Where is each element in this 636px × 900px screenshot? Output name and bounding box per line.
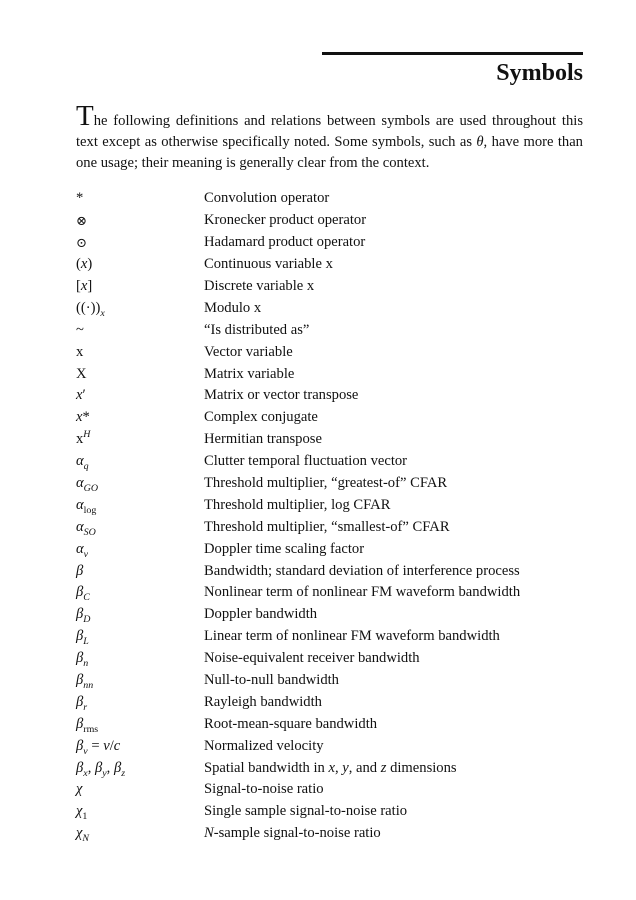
symbol-row-hermitian (76, 429, 586, 451)
symbol-beta-c: $\beta_C$ (76, 584, 90, 604)
symbol-convolution: * (76, 190, 84, 207)
definition-beta-xyz: Spatial bandwidth in x, y, and z dimensions (204, 759, 457, 776)
symbol-row-chi-n (76, 823, 586, 845)
definition-kronecker: Kronecker product operator (204, 212, 367, 229)
symbol-beta-rms: $\beta_{rms}$ (76, 715, 99, 735)
symbol-row-convolution (76, 188, 586, 210)
symbol-chi: χ (76, 781, 83, 798)
definition-alpha-v: Doppler time scaling factor (204, 540, 365, 557)
symbol-beta-nn: $\beta_{nn}$ (76, 672, 94, 691)
definition-matrix: Matrix variable (204, 365, 295, 382)
definition-hadamard: Hadamard product operator (204, 234, 366, 251)
definition-beta-nn: Null-to-null bandwidth (204, 672, 339, 689)
symbol-row-beta-rms (76, 713, 586, 735)
page-title: Symbols (496, 60, 583, 86)
symbol-row-beta-l (76, 626, 586, 648)
symbol-row-matrix (76, 363, 586, 385)
intro-paragraph (76, 100, 583, 174)
symbol-row-modulo (76, 297, 586, 319)
symbol-list (76, 188, 586, 845)
symbol-kronecker: ⊗ (76, 212, 87, 228)
definition-beta-v: Normalized velocity (204, 737, 324, 754)
symbol-row-alpha-go (76, 473, 586, 495)
symbol-beta: β (76, 562, 84, 579)
symbol-chi-1: $\chi_1$ (76, 803, 88, 823)
symbol-row-chi (76, 779, 586, 801)
symbol-row-beta-c (76, 582, 586, 604)
symbol-alpha-v: $\alpha_v$ (76, 540, 89, 560)
symbol-matrix: X (76, 365, 87, 382)
symbol-alpha-log: $\alpha_{log}$ (76, 496, 97, 516)
symbol-row-beta (76, 560, 586, 582)
definition-beta-rms: Root-mean-square bandwidth (204, 715, 378, 732)
chapter-rule (322, 52, 583, 55)
definition-alpha-go: Threshold multiplier, “greatest-of” CFAR (204, 475, 448, 492)
definition-distributed: “Is distributed as” (204, 321, 310, 338)
definition-beta-c: Nonlinear term of nonlinear FM waveform bandwidth (204, 584, 521, 601)
symbol-row-conjugate (76, 407, 586, 429)
symbol-hermitian: $x^H$ (76, 429, 91, 448)
symbol-discrete: [x] (76, 278, 93, 294)
symbol-alpha-go: $\alpha_{GO}$ (76, 475, 98, 494)
symbol-row-chi-1 (76, 801, 586, 823)
symbol-row-discrete (76, 276, 586, 298)
symbol-row-transpose (76, 385, 586, 407)
definition-conjugate: Complex conjugate (204, 409, 318, 426)
symbol-row-beta-n (76, 648, 586, 670)
symbol-continuous: (x) (76, 256, 93, 273)
symbol-beta-l: $\beta_L$ (76, 628, 89, 648)
symbol-row-distributed (76, 319, 586, 341)
symbol-beta-v: $\beta_v = v/c$ (76, 737, 121, 757)
intro-theta: θ (476, 134, 484, 150)
symbol-row-beta-r (76, 691, 586, 713)
definition-beta-d: Doppler bandwidth (204, 606, 318, 623)
intro-text-1: he following definitions and relations between symbols are used throughout this text except as otherwise specifically noted. Some symbols, such as (76, 113, 583, 150)
definition-alpha-log: Threshold multiplier, log CFAR (204, 496, 391, 513)
symbol-row-beta-xyz (76, 757, 586, 779)
definition-beta-n: Noise-equivalent receiver bandwidth (204, 650, 420, 667)
symbol-row-alpha-so (76, 516, 586, 538)
symbol-beta-xyz: $\beta_x$, $\beta_y$, $\beta_z$ (76, 759, 126, 779)
symbol-row-alpha-log (76, 494, 586, 516)
symbol-chi-n: $\chi_N$ (76, 825, 90, 845)
definition-beta-l: Linear term of nonlinear FM waveform bandwidth (204, 628, 500, 645)
definition-vector: Vector variable (204, 343, 293, 360)
symbol-row-beta-nn (76, 670, 586, 692)
symbol-row-alpha-v (76, 538, 586, 560)
intro-dropcap: T (76, 100, 94, 132)
definition-discrete: Discrete variable x (204, 278, 315, 294)
symbol-row-vector (76, 341, 586, 363)
definition-chi-1: Single sample signal-to-noise ratio (204, 803, 408, 820)
definition-beta-r: Rayleigh bandwidth (204, 693, 322, 710)
symbol-beta-n: $\beta_n$ (76, 650, 89, 670)
definition-alpha-so: Threshold multiplier, “smallest-of” CFAR (204, 518, 450, 535)
symbol-row-kronecker (76, 210, 586, 232)
definition-hermitian: Hermitian transpose (204, 431, 322, 448)
symbol-row-beta-d (76, 604, 586, 626)
symbol-row-continuous (76, 254, 586, 276)
symbol-alpha-so: $\alpha_{SO}$ (76, 518, 96, 538)
symbol-beta-r: $\beta_r$ (76, 693, 88, 713)
symbol-distributed: ~ (76, 321, 84, 338)
symbol-vector: x (76, 343, 84, 360)
symbol-row-alpha-q (76, 451, 586, 473)
definition-beta: Bandwidth; standard deviation of interference process (204, 562, 520, 579)
definition-continuous: Continuous variable x (204, 256, 333, 273)
definition-convolution: Convolution operator (204, 190, 330, 207)
symbol-transpose: x′ (76, 387, 86, 404)
symbol-row-beta-v (76, 735, 586, 757)
symbol-modulo: $((\cdot))_x$ (76, 299, 105, 319)
definition-modulo: Modulo x (204, 299, 262, 316)
intro-text-2: , have more than one usage; their meaning is generally clear from the context. (76, 134, 583, 171)
definition-transpose: Matrix or vector transpose (204, 387, 359, 404)
symbol-beta-d: $\beta_D$ (76, 606, 91, 626)
symbol-hadamard: ⊙ (76, 234, 87, 250)
definition-chi-n: N-sample signal-to-noise ratio (204, 825, 381, 842)
symbol-conjugate: x* (76, 409, 90, 426)
symbol-row-hadamard (76, 232, 586, 254)
definition-chi: Signal-to-noise ratio (204, 781, 324, 798)
definition-alpha-q: Clutter temporal fluctuation vector (204, 453, 408, 470)
symbol-alpha-q: $\alpha_q$ (76, 453, 89, 473)
